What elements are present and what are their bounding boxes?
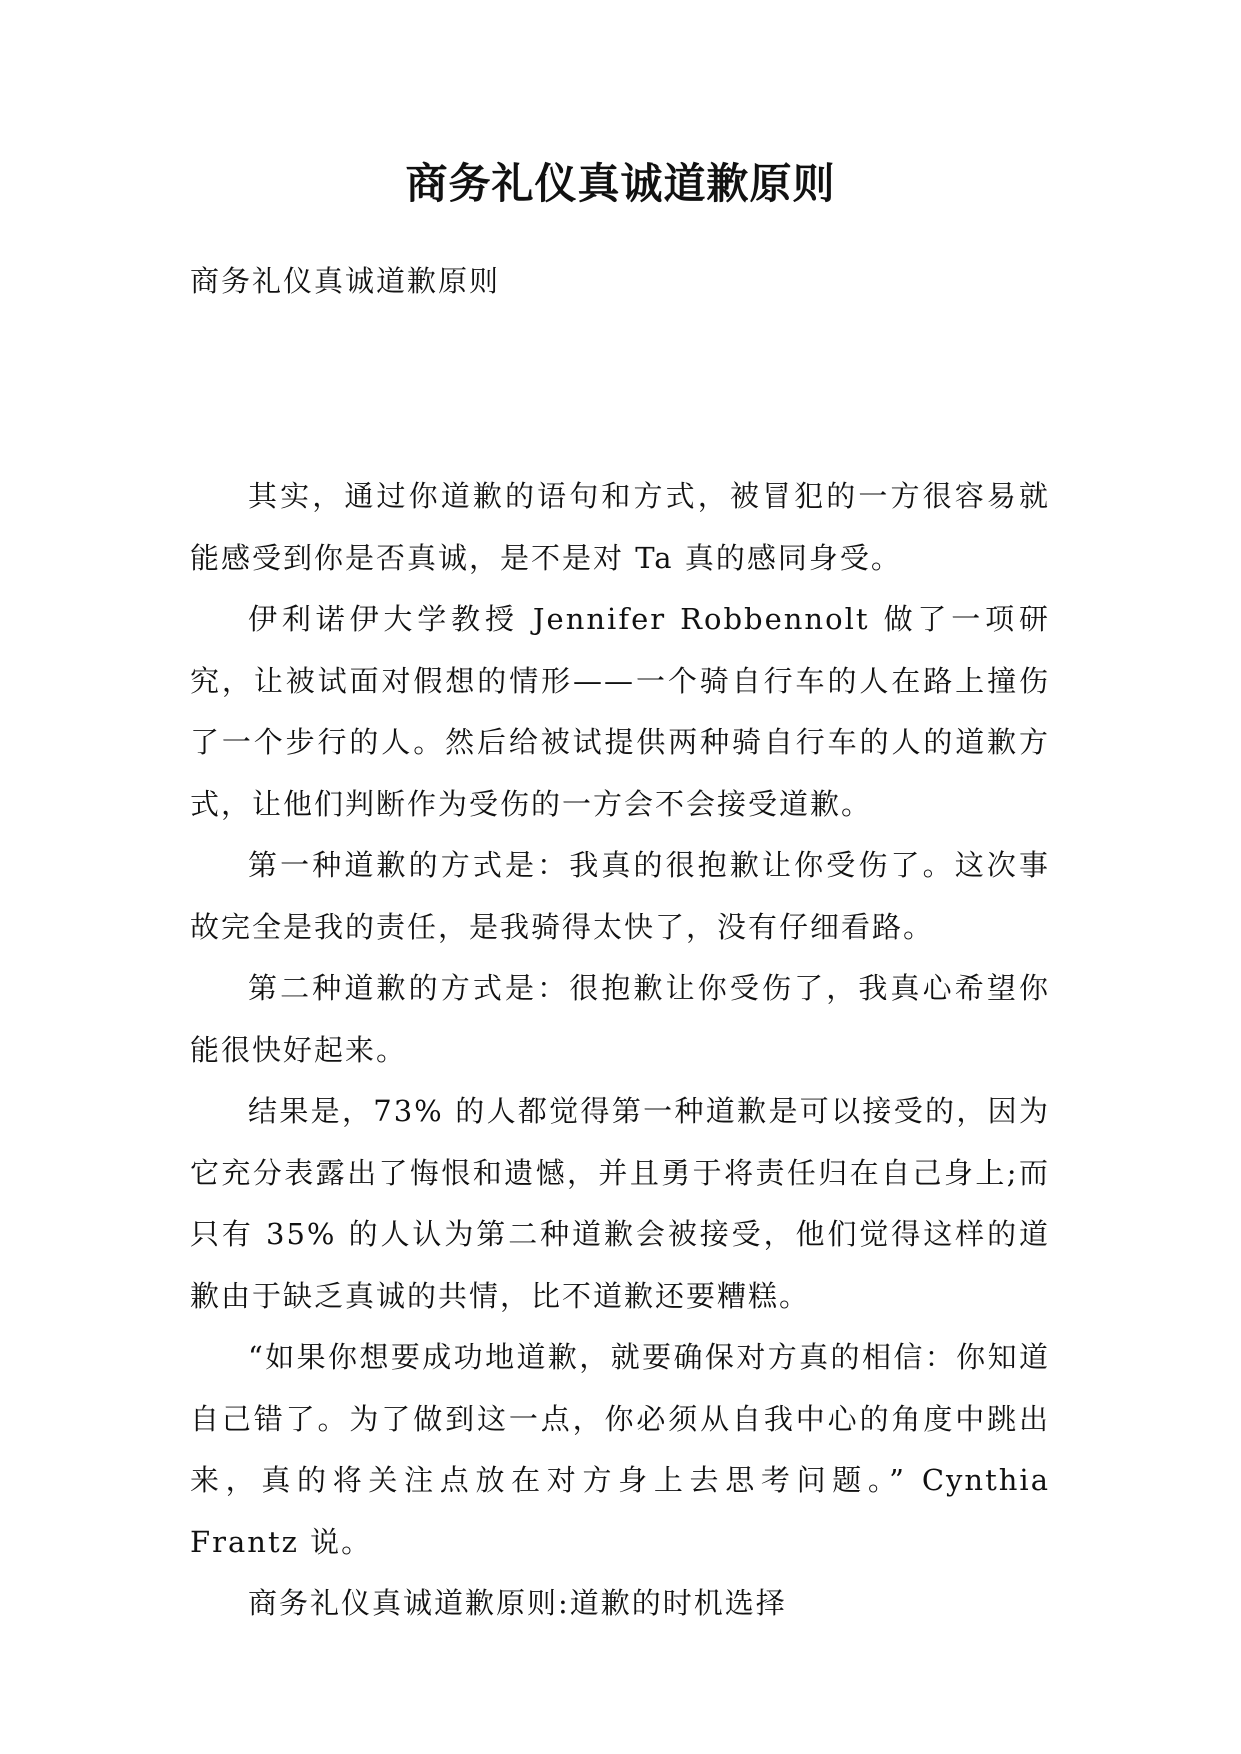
paragraph-study: 伊利诺伊大学教授 Jennifer Robbennolt 做了一项研究，让被试面对假想的情形——一个骑自行车的人在路上撞伤了一个步行的人。然后给被试提供两种骑自行车的人的道歉方式，让他们判断作为受伤的一方会不会接受道歉。 — [190, 602, 1050, 821]
paragraph-quote: “如果你想要成功地道歉，就要确保对方真的相信：你知道自己错了。为了做到这一点，你必须从自我中心的角度中跳出来，真的将关注点放在对方身上去思考问题。” Cynthia Frantz 说。 — [190, 1340, 1050, 1559]
document-body — [190, 466, 1050, 1635]
paragraph-intro: 其实，通过你道歉的语句和方式，被冒犯的一方很容易就能感受到你是否真诚，是不是对 Ta 真的感同身受。 — [190, 479, 1050, 575]
document-title: 商务礼仪真诚道歉原则 — [405, 159, 836, 208]
paragraph-second-apology: 第二种道歉的方式是：很抱歉让你受伤了，我真心希望你能很快好起来。 — [190, 971, 1050, 1067]
paragraph-result: 结果是，73% 的人都觉得第一种道歉是可以接受的，因为它充分表露出了悔恨和遗憾，并且勇于将责任归在自己身上;而只有 35% 的人认为第二种道歉会被接受，他们觉得这样的道歉由于缺乏真诚的共情，比不道歉还要糟糕。 — [190, 1094, 1050, 1313]
document-subtitle: 商务礼仪真诚道歉原则 — [190, 264, 501, 298]
paragraph-first-apology: 第一种道歉的方式是：我真的很抱歉让你受伤了。这次事故完全是我的责任，是我骑得太快了，没有仔细看路。 — [190, 848, 1050, 944]
paragraph-section-heading: 商务礼仪真诚道歉原则:道歉的时机选择 — [248, 1586, 787, 1620]
